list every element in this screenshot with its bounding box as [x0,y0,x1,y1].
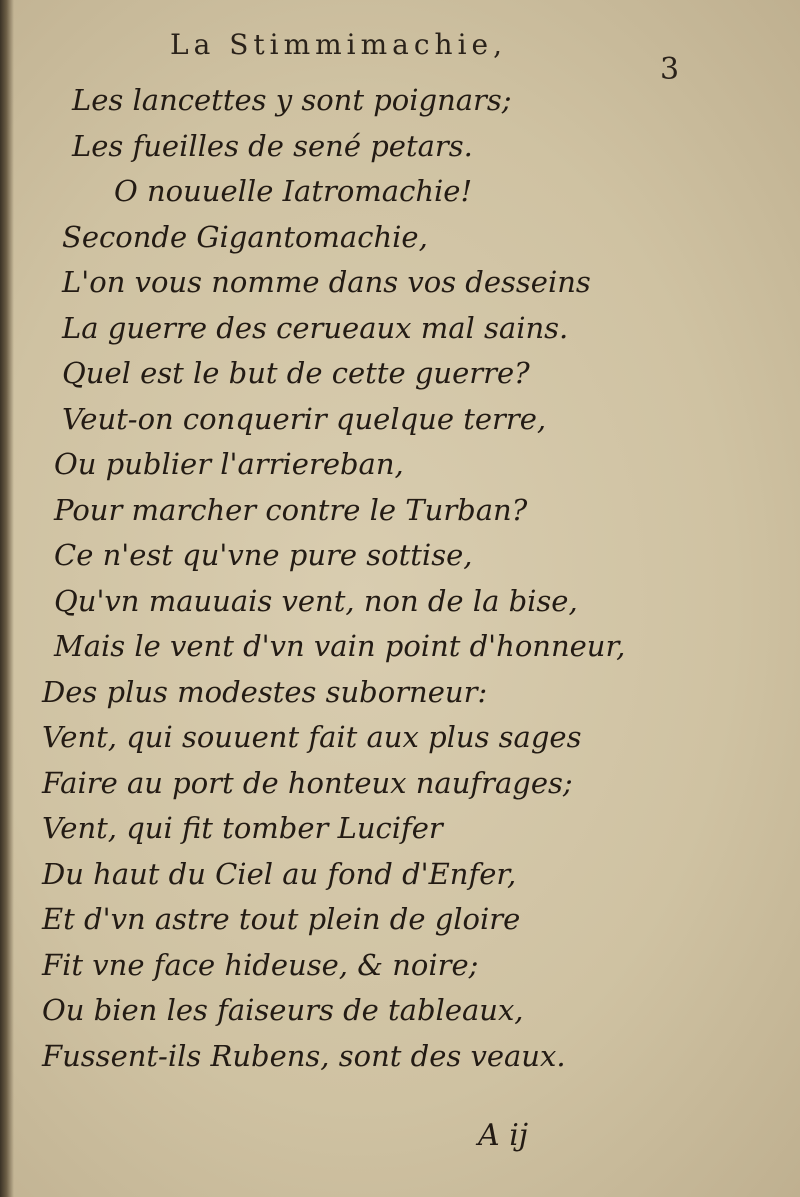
poem-line: O nouuelle Iatromachie! [114,174,473,208]
poem-line: Les fueilles de sené petars. [72,128,473,163]
poem-line: Fussent-ils Rubens, sont des veaux. [42,1038,566,1073]
poem-line: Quel est le but de cette guerre? [62,356,530,390]
signature-mark: A ij [478,1118,529,1153]
poem-line: Fit vne face hideuse, & noire; [42,947,479,982]
poem-line: Vent, qui souuent fait aux plus sages [42,720,582,754]
poem-line: Mais le vent d'vn vain point d'honneur, [54,629,626,663]
poem-line: Seconde Gigantomachie, [62,219,428,254]
poem-line: Ce n'est qu'vne pure sottise, [54,538,473,572]
poem-line: Veut-on conquerir quelque terre, [62,401,547,436]
poem-line: Les lancettes y sont poignars; [72,83,512,117]
poem-line: Pour marcher contre le Turban? [54,492,528,527]
poem-line: Qu'vn mauuais vent, non de la bise, [54,583,578,618]
poem-line: Du haut du Ciel au fond d'Enfer, [42,856,517,891]
poem-line: Et d'vn astre tout plein de gloire [42,902,521,936]
poem-text [42,78,682,1079]
running-head: La Stimmimachie, [170,28,508,61]
poem-line: Des plus modestes suborneur: [42,674,488,709]
poem-line: Vent, qui fit tomber Lucifer [42,811,443,845]
poem-line: Ou publier l'arriereban, [54,447,404,481]
page-gutter [0,0,14,1197]
page-number: 3 [660,52,680,87]
poem-line: Ou bien les faiseurs de tableaux, [42,993,524,1027]
poem-line: La guerre des cerueaux mal sains. [62,310,569,345]
poem-line: L'on vous nomme dans vos desseins [62,265,591,299]
poem-line: Faire au port de honteux naufrages; [42,765,573,800]
